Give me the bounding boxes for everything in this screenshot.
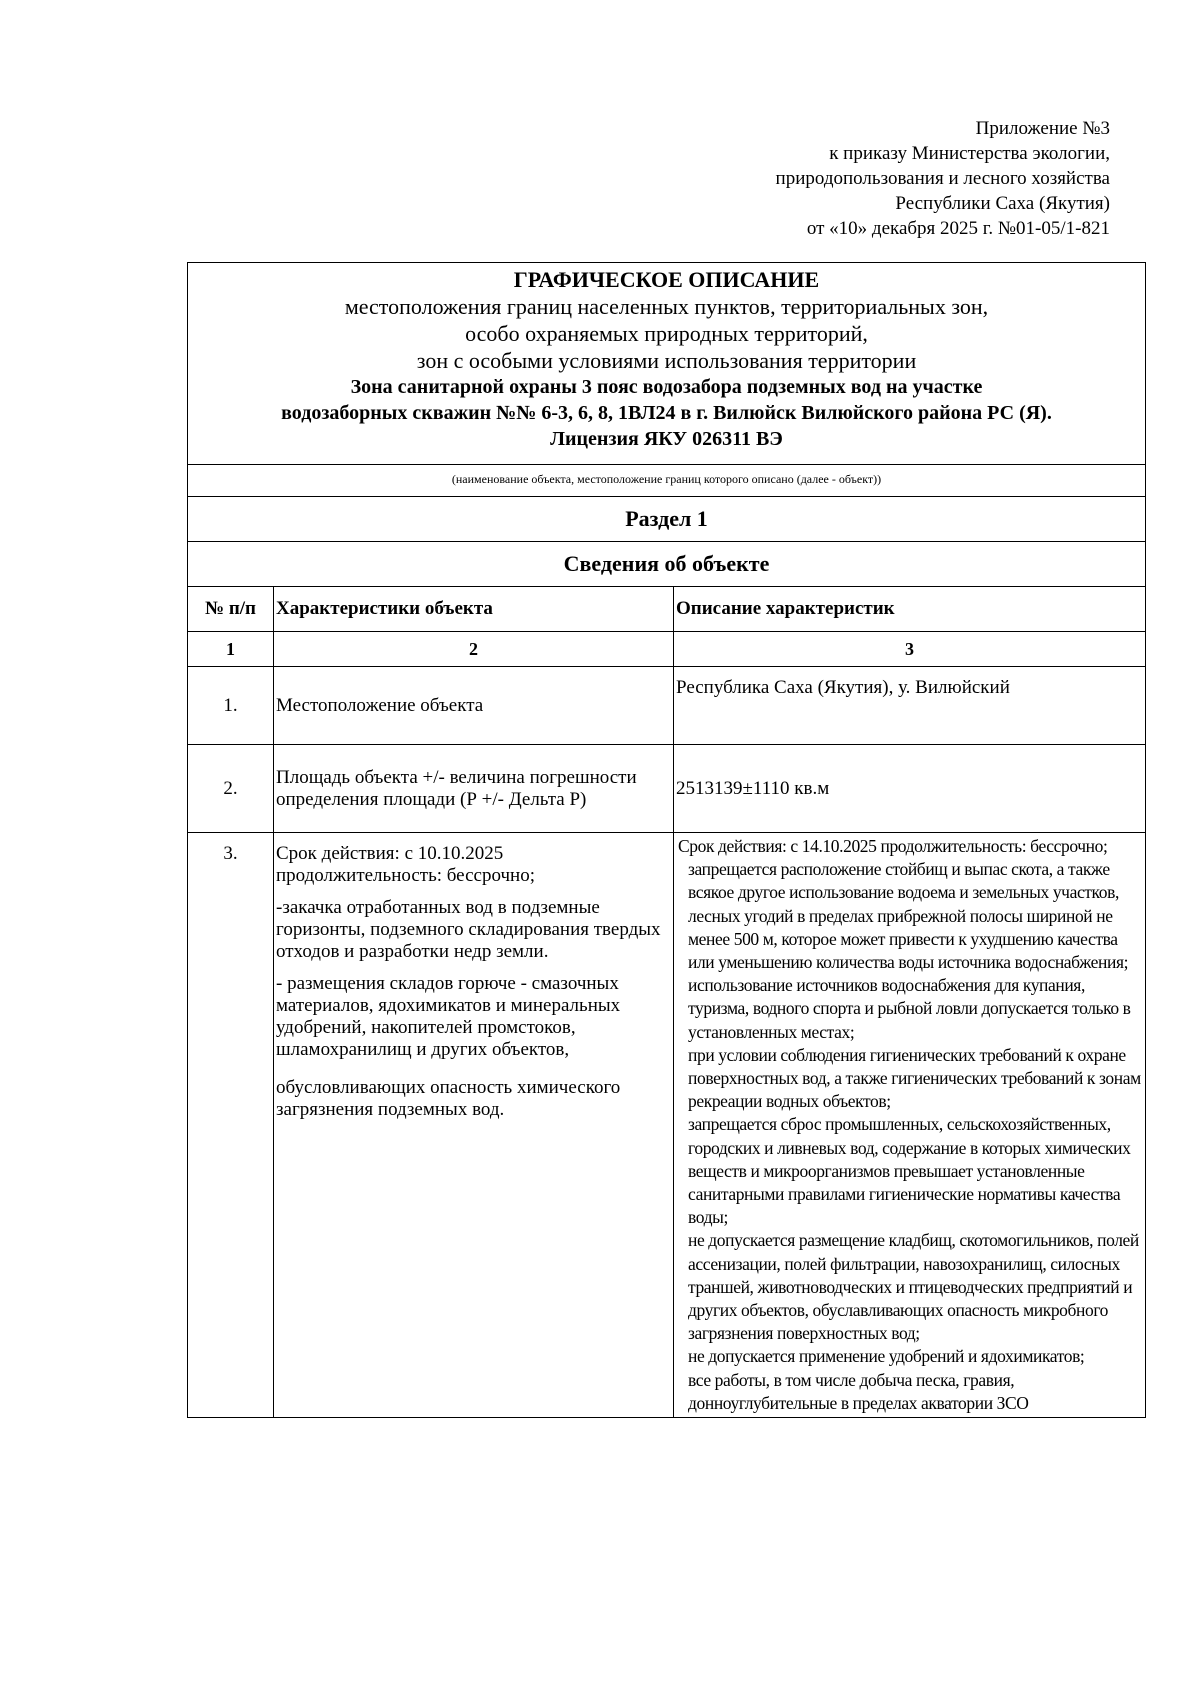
table-row bbox=[188, 833, 1146, 1418]
row-value: 2513139±1110 кв.м bbox=[674, 745, 1146, 833]
description-form bbox=[187, 262, 1145, 1418]
header-description: Описание характеристик bbox=[674, 587, 1146, 632]
object-table bbox=[187, 262, 1146, 1418]
appendix-block bbox=[776, 116, 1110, 241]
row-characteristic: Местоположение объекта bbox=[274, 667, 674, 745]
appendix-line: Республики Саха (Якутия) bbox=[895, 193, 1110, 214]
header-index: № п/п bbox=[188, 587, 274, 632]
value-item: запрещается сброс промышленных, сельскохозяйственных, городских и ливневых вод, содержание в которых химических веществ и микроорганизмов превышает установленные санитарными правилами гигиенические нормативы качества воды; bbox=[688, 1114, 1131, 1228]
column-number: 2 bbox=[274, 632, 674, 667]
object-caption: (наименование объекта, местоположение границ которого описано (далее - объект)) bbox=[188, 465, 1146, 497]
characteristic-paragraph: - размещения складов горюче - смазочных материалов, ядохимикатов и минеральных удобрений, накопителей промстоков, шламохранилищ и других объектов, bbox=[276, 973, 621, 1060]
document-subtitle-line: зон с особыми условиями использования территории bbox=[416, 348, 917, 373]
section-number: Раздел 1 bbox=[188, 497, 1146, 542]
appendix-line: от «10» декабря 2025 г. №01-05/1-821 bbox=[806, 218, 1110, 239]
characteristic-paragraph: -закачка отработанных вод в подземные горизонты, подземного складирования твердых отходов и разработки недр земли. bbox=[276, 897, 661, 962]
row-characteristic: Площадь объекта +/- величина погрешности определения площади (Р +/- Дельта Р) bbox=[274, 745, 674, 833]
document-subtitle-line: местоположения границ населенных пунктов, территориальных зон, bbox=[344, 294, 989, 319]
row-index: 1. bbox=[188, 667, 274, 745]
section-title: Сведения об объекте bbox=[188, 542, 1146, 587]
appendix-line: Приложение №3 bbox=[975, 118, 1110, 139]
characteristic-paragraph: обусловливающих опасность химического загрязнения подземных вод. bbox=[276, 1077, 621, 1120]
appendix-line: природопользования и лесного хозяйства bbox=[775, 168, 1110, 189]
column-number: 1 bbox=[188, 632, 274, 667]
row-index: 3. bbox=[188, 833, 274, 1418]
row-characteristic bbox=[274, 833, 674, 1418]
value-item: все работы, в том числе добыча песка, гравия, донноуглубительные в пределах акватории ЗСО bbox=[688, 1369, 1029, 1413]
row-index: 2. bbox=[188, 745, 274, 833]
row-value: Республика Саха (Якутия), у. Вилюйский bbox=[674, 667, 1146, 745]
value-item: при условии соблюдения гигиенических требований к охране поверхностных вод, а также гигиенических требований к зонам рекреации водных объектов; bbox=[688, 1044, 1141, 1112]
license-line: Лицензия ЯКУ 026311 ВЭ bbox=[550, 428, 783, 450]
value-item: запрещается расположение стойбищ и выпас скота, а также всякое другое использование водоема и земельных участков, лесных угодий в пределах прибрежной полосы шириной не менее 500 м, которое может привести к ухудшению качества или уменьшению количества воды источника водоснабжения; bbox=[688, 859, 1129, 973]
column-number: 3 bbox=[674, 632, 1146, 667]
value-item: не допускается размещение кладбищ, скотомогильников, полей ассенизации, полей фильтрации, навозохранилищ, силосных траншей, животноводческих и птицеводческих предприятий и других объектов, обуславливающих опасность микробного загрязнения поверхностных вод; bbox=[688, 1230, 1139, 1344]
appendix-line: к приказу Министерства экологии, bbox=[829, 143, 1110, 164]
row-value bbox=[674, 833, 1146, 1418]
table-row bbox=[188, 667, 1146, 745]
value-item: использование источников водоснабжения для купания, туризма, водного спорта и рыбной ловли допускается только в установленных местах; bbox=[688, 975, 1131, 1042]
value-item: не допускается применение удобрений и ядохимикатов; bbox=[688, 1346, 1085, 1367]
object-name-line: Зона санитарной охраны 3 пояс водозабора подземных вод на участке bbox=[350, 376, 983, 398]
title-block bbox=[188, 263, 1146, 465]
characteristic-paragraph: Срок действия: с 10.10.2025 продолжительность: бессрочно; bbox=[276, 843, 535, 886]
document-heading: ГРАФИЧЕСКОЕ ОПИСАНИЕ bbox=[513, 267, 820, 292]
header-characteristic: Характеристики объекта bbox=[274, 587, 674, 632]
value-heading: Срок действия: с 14.10.2025 продолжительность: бессрочно; bbox=[678, 836, 1108, 856]
table-row bbox=[188, 745, 1146, 833]
document-subtitle-line: особо охраняемых природных территорий, bbox=[465, 321, 868, 346]
object-name-line: водозаборных скважин №№ 6-3, 6, 8, 1ВЛ24 в г. Вилюйск Вилюйского района РС (Я). bbox=[281, 402, 1052, 424]
